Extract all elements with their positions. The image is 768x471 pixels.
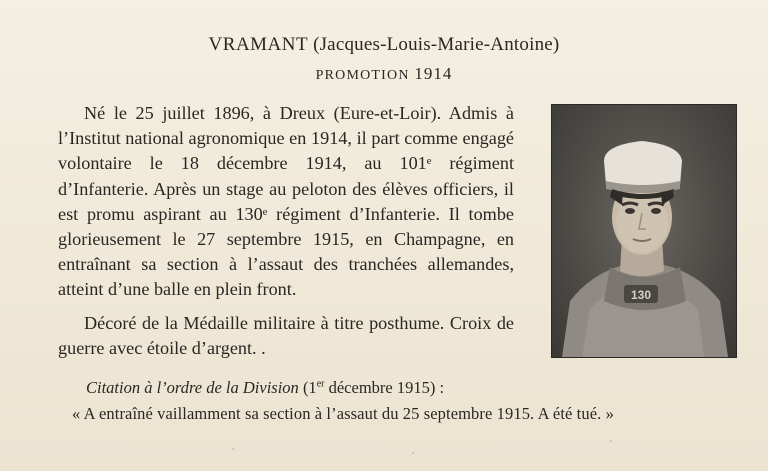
biography-paragraph: Né le 25 juillet 1896, à Dreux (Eure-et-Loir). Admis à l’Institut national agronomique en 1914, il part comme engagé volontaire le 18 décembre 1914, au 101ᵉ régiment d’Infanterie. Après un stage au peloton des élèves officiers, il est promu aspirant au 130ᵉ régiment d’Infanterie. Il tombe glorieusement le 27 septembre 1915, en Champagne, en entraînant sa section à l’assaut des tranchées allemandes, atteint d’une balle en plein front. (58, 103, 514, 300)
promotion-heading (0, 64, 768, 84)
citation-date-rest: décembre 1915) : (324, 378, 445, 397)
portrait-illustration (552, 105, 736, 357)
soldier-name-heading (0, 34, 768, 56)
citation-date-open: (1 (302, 378, 317, 397)
decorations-paragraph: Décoré de la Médaille militaire à titre posthume. Croix de guerre avec étoile d’argent. . (58, 312, 514, 358)
collar-number: 130 (630, 288, 652, 302)
paper-speck (610, 440, 612, 442)
surname: VRAMANT (208, 34, 309, 55)
promotion-label: PROMOTION (315, 68, 410, 83)
citation-title: Citation à l’ordre de la Division (86, 378, 299, 397)
paper-speck (232, 448, 234, 450)
paper-speck (412, 452, 414, 454)
biography (58, 101, 514, 361)
citation-heading (86, 378, 726, 398)
citation-date-sup: er (316, 378, 325, 390)
promotion-year: 1914 (414, 64, 453, 83)
given-names: (Jacques-Louis-Marie-Antoine) (313, 34, 560, 55)
portrait-photo (551, 104, 737, 358)
citation-quote: « A entraîné vaillamment sa section à l’assaut du 25 septembre 1915. A été tué. » (72, 404, 614, 423)
